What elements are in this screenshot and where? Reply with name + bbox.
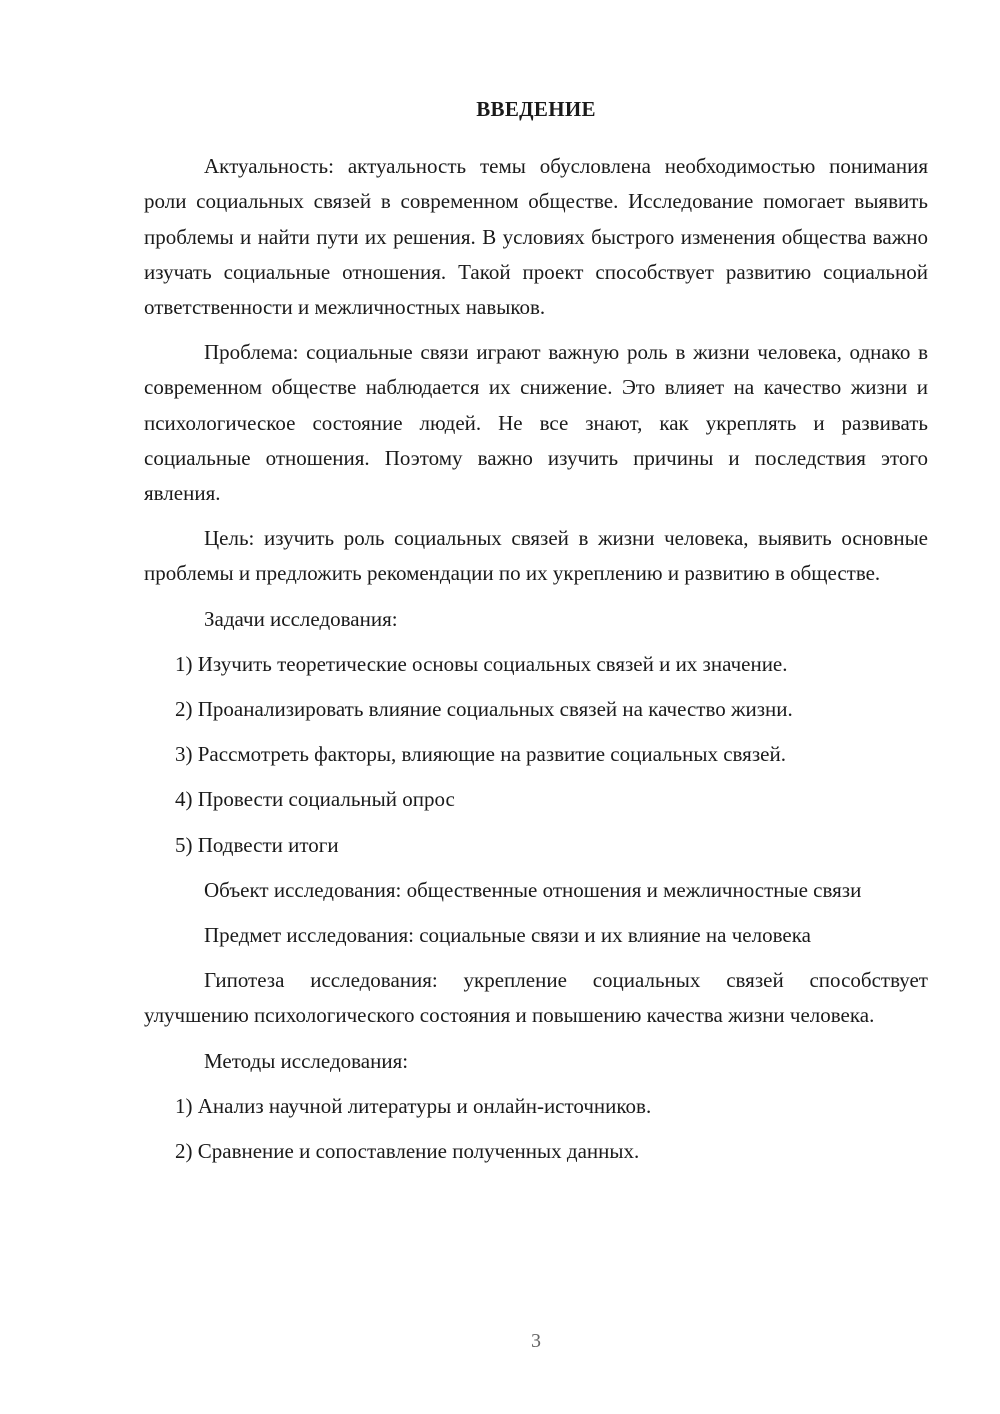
page-content [144, 92, 928, 1179]
hypothesis-paragraph: Гипотеза исследования: укрепление социальных связей способствует улучшению психологического состояния и повышению качества жизни человека. [144, 968, 928, 1028]
goal-paragraph: Цель: изучить роль социальных связей в жизни человека, выявить основные проблемы и предложить рекомендации по их укреплению и развитию в обществе. [144, 526, 928, 586]
page-number: 3 [531, 1330, 541, 1352]
section-heading: ВВЕДЕНИЕ [476, 97, 596, 121]
object-paragraph: Объект исследования: общественные отношения и межличностные связи [204, 877, 862, 902]
list-item: 1) Изучить теоретические основы социальных связей и их значение. [175, 651, 788, 676]
list-item: 5) Подвести итоги [175, 832, 339, 857]
tasks-label: Задачи исследования: [204, 606, 398, 631]
tasks-list [144, 647, 928, 863]
problem-paragraph: Проблема: социальные связи играют важную роль в жизни человека, однако в современном обществе наблюдается их снижение. Это влияет на качество жизни и психологическое состояние людей. Не все знают, как укреплять и развивать социальные отношения. Поэтому важно изучить причины и последствия этого явления. [144, 340, 928, 506]
list-item: 2) Проанализировать влияние социальных связей на качество жизни. [175, 697, 793, 722]
methods-list [144, 1089, 928, 1169]
methods-label: Методы исследования: [204, 1048, 409, 1073]
subject-paragraph: Предмет исследования: социальные связи и их влияние на человека [204, 923, 811, 948]
list-item: 4) Провести социальный опрос [175, 787, 455, 812]
list-item: 3) Рассмотреть факторы, влияющие на развитие социальных связей. [175, 742, 786, 767]
list-item: 2) Сравнение и сопоставление полученных данных. [175, 1139, 640, 1164]
list-item: 1) Анализ научной литературы и онлайн-источников. [175, 1093, 652, 1118]
relevance-paragraph: Актуальность: актуальность темы обусловлена необходимостью понимания роли социальных связей в современном обществе. Исследование помогает выявить проблемы и найти пути их решения. В условиях быстрого изменения общества важно изучать социальные отношения. Такой проект способствует развитию социальной ответственности и межличностных навыков. [144, 154, 928, 320]
